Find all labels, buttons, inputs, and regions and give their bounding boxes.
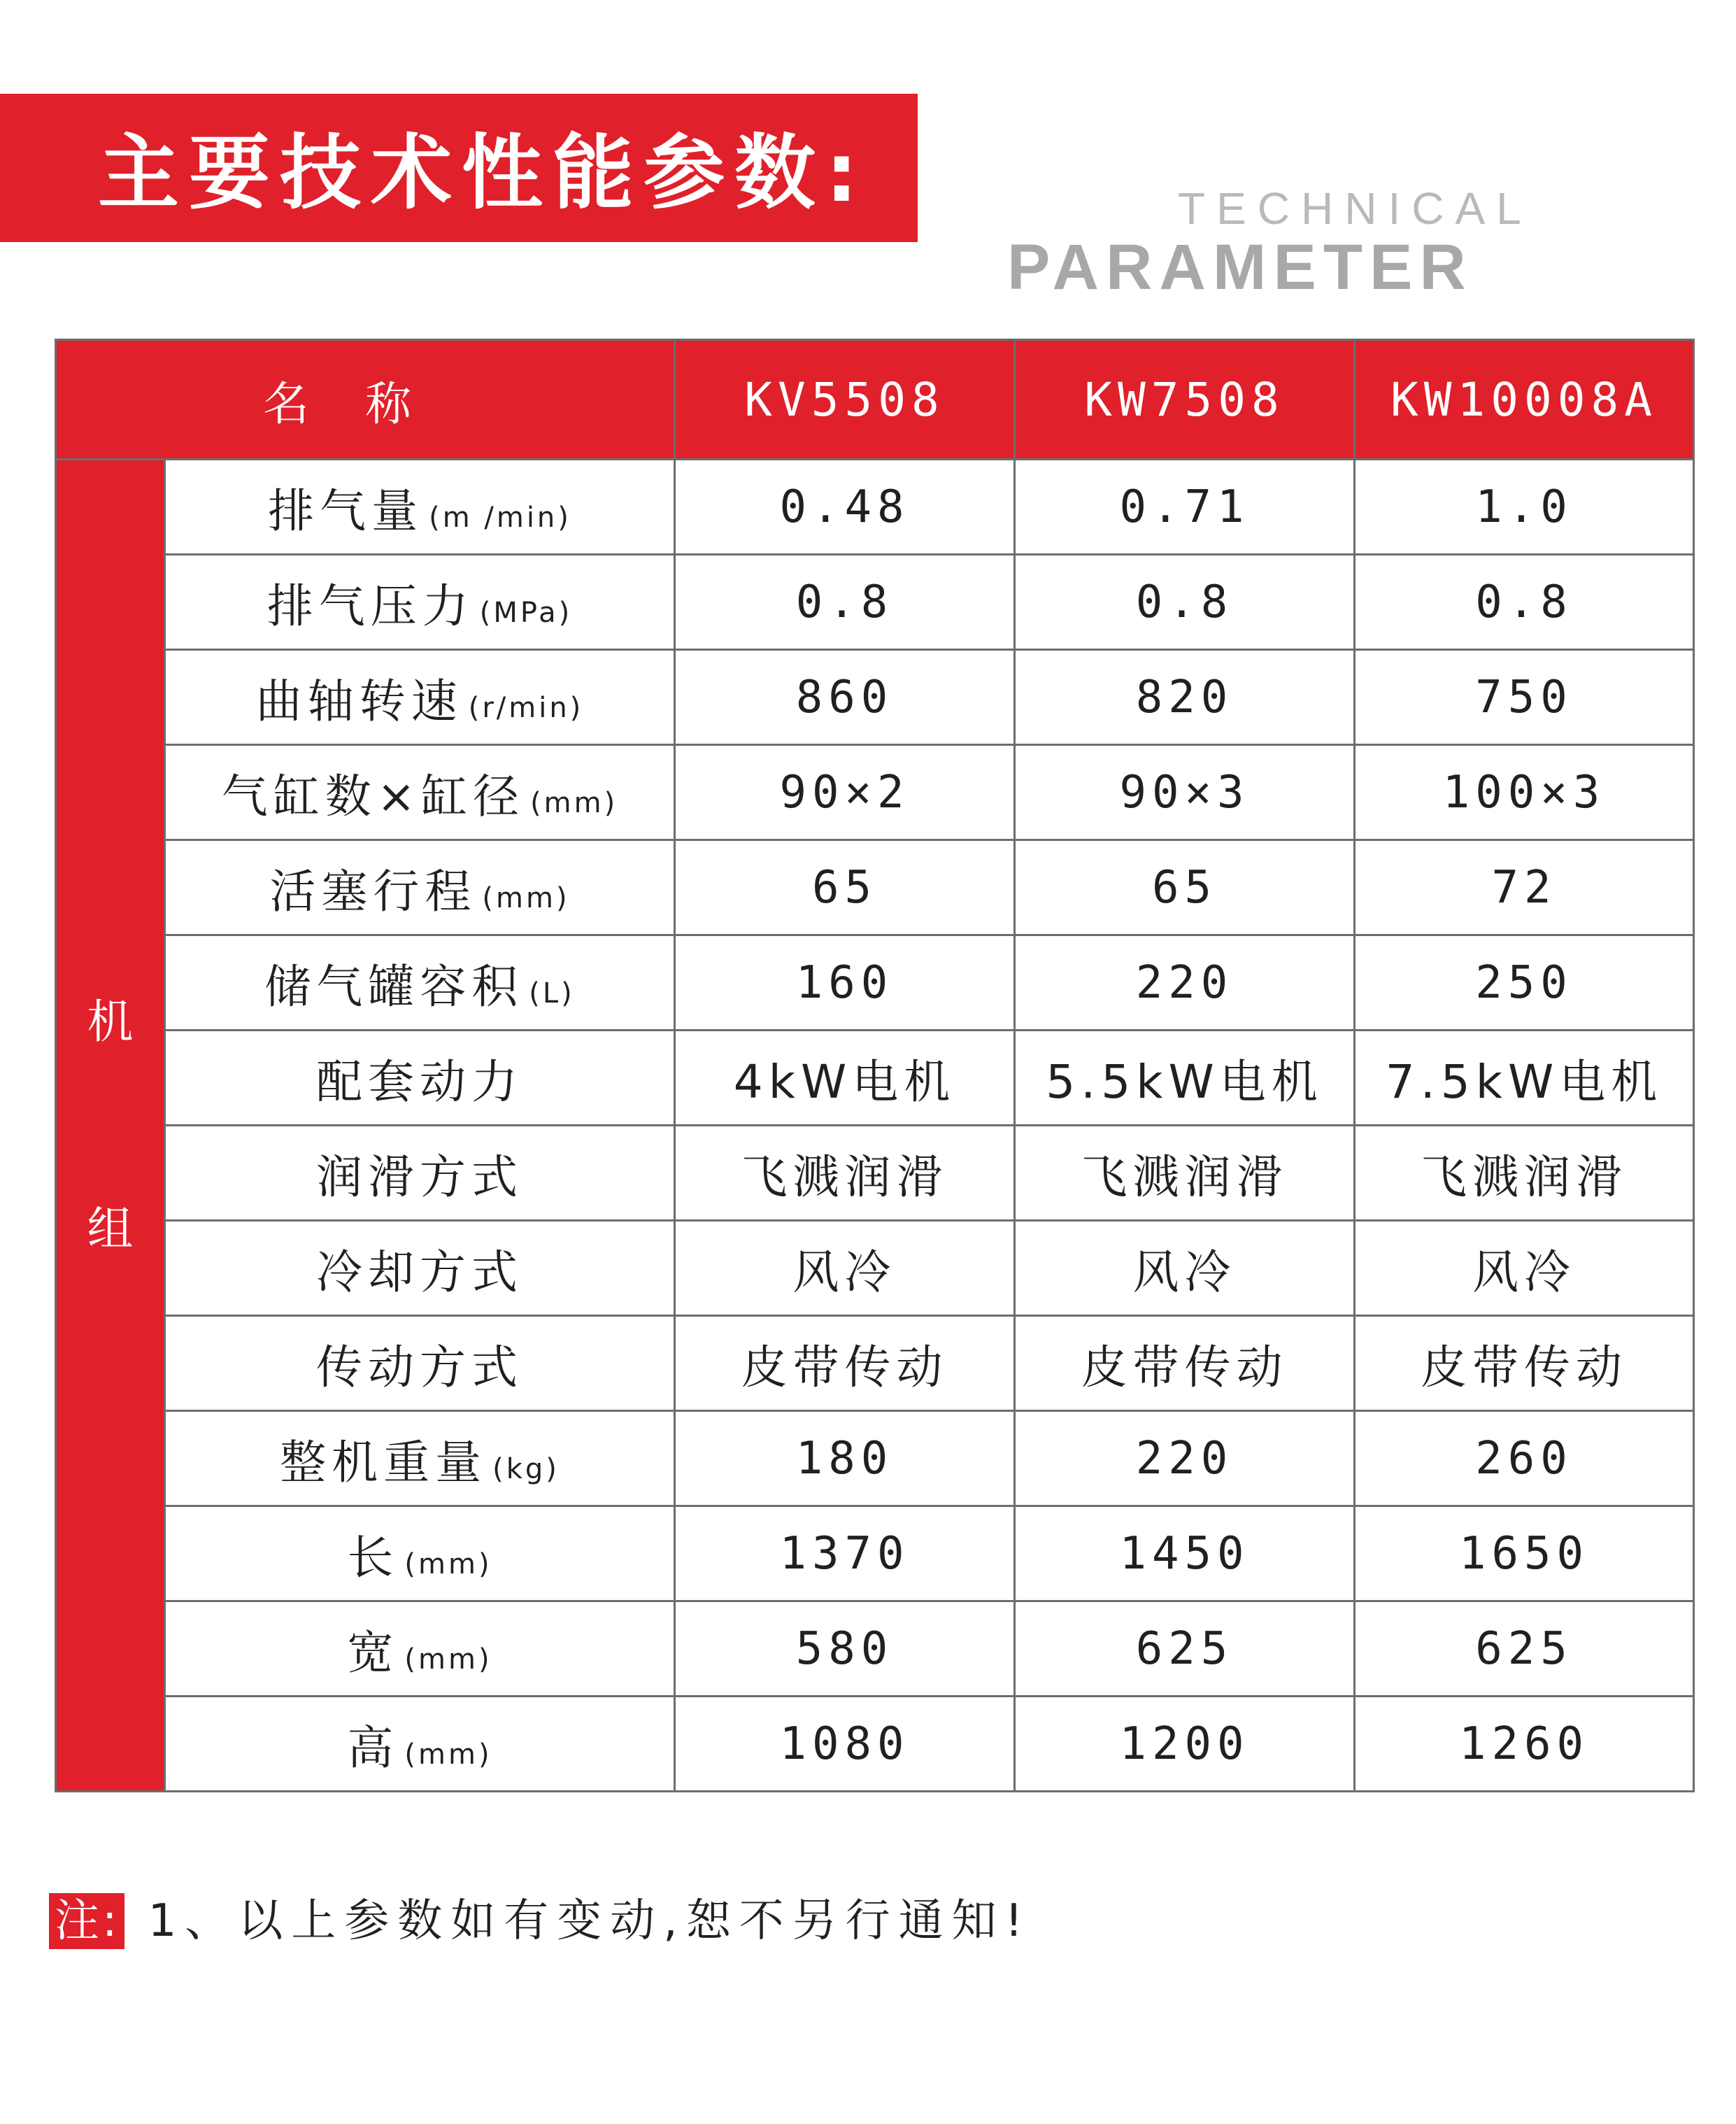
param-name: 活塞行程	[269, 865, 477, 919]
value-cell: 0.8	[1015, 555, 1355, 650]
param-unit: (MPa)	[479, 597, 573, 629]
table-row	[56, 1221, 1694, 1316]
param-label	[165, 1031, 675, 1126]
param-label	[165, 840, 675, 935]
value-cell: 皮带传动	[675, 1316, 1015, 1411]
note-label: 注:	[49, 1893, 124, 1949]
value-cell: 90×2	[675, 745, 1015, 840]
value-cell: 0.8	[1355, 555, 1694, 650]
value-cell: 0.8	[675, 555, 1015, 650]
table-row	[56, 1316, 1694, 1411]
table-header-row	[56, 340, 1694, 460]
value-cell: 飞溅润滑	[1015, 1126, 1355, 1221]
spec-table	[55, 339, 1695, 1792]
header-name: 名称	[56, 340, 675, 460]
value-cell: 1200	[1015, 1697, 1355, 1792]
param-label	[165, 1126, 675, 1221]
param-name: 长	[347, 1531, 399, 1585]
value-cell: 1.0	[1355, 460, 1694, 555]
table-row	[56, 1411, 1694, 1506]
table-row	[56, 1031, 1694, 1126]
param-unit: (mm)	[482, 882, 570, 914]
param-name: 气缸数×缸径	[221, 770, 525, 823]
value-cell: 160	[675, 935, 1015, 1031]
param-label	[165, 1411, 675, 1506]
header-model-3: KW10008A	[1355, 340, 1694, 460]
value-cell: 90×3	[1015, 745, 1355, 840]
value-cell: 风冷	[675, 1221, 1015, 1316]
page-title: 主要技术性能参数:	[98, 126, 868, 220]
table-row	[56, 935, 1694, 1031]
param-label	[165, 1506, 675, 1601]
param-name: 润滑方式	[316, 1150, 523, 1204]
table-row	[56, 460, 1694, 555]
value-cell: 820	[1015, 650, 1355, 745]
value-cell: 1650	[1355, 1506, 1694, 1601]
param-unit: (mm)	[404, 1643, 492, 1676]
table-row	[56, 1601, 1694, 1697]
param-name: 整机重量	[280, 1436, 488, 1489]
param-unit: (L)	[529, 977, 575, 1010]
value-cell: 220	[1015, 1411, 1355, 1506]
param-unit: (r/min)	[468, 692, 584, 724]
param-name: 宽	[347, 1626, 399, 1680]
table-row	[56, 745, 1694, 840]
param-label	[165, 1601, 675, 1697]
param-label	[165, 1316, 675, 1411]
value-cell: 65	[675, 840, 1015, 935]
value-cell: 1450	[1015, 1506, 1355, 1601]
group-label-char-2: 组	[87, 1201, 134, 1256]
value-cell: 0.48	[675, 460, 1015, 555]
value-cell: 皮带传动	[1355, 1316, 1694, 1411]
value-cell: 风冷	[1015, 1221, 1355, 1316]
value-cell: 580	[675, 1601, 1015, 1697]
note-text: 1、以上参数如有变动,恕不另行通知!	[148, 1895, 1032, 1947]
group-label-char-1: 机	[87, 994, 134, 1049]
param-name: 冷却方式	[316, 1245, 523, 1299]
value-cell: 250	[1355, 935, 1694, 1031]
value-cell: 750	[1355, 650, 1694, 745]
table-body	[56, 460, 1694, 1792]
param-label	[165, 1221, 675, 1316]
value-cell: 72	[1355, 840, 1694, 935]
param-name: 配套动力	[316, 1055, 523, 1109]
group-label-cell	[56, 460, 165, 1792]
header-model-2: KW7508	[1015, 340, 1355, 460]
param-label	[165, 935, 675, 1031]
param-name: 排气压力	[266, 579, 474, 633]
value-cell: 220	[1015, 935, 1355, 1031]
param-unit: (mm)	[404, 1548, 492, 1580]
header-model-1: KV5508	[675, 340, 1015, 460]
value-cell: 260	[1355, 1411, 1694, 1506]
value-cell: 1370	[675, 1506, 1015, 1601]
param-unit: (kg)	[492, 1453, 560, 1485]
table-row	[56, 650, 1694, 745]
value-cell: 飞溅润滑	[1355, 1126, 1694, 1221]
param-label	[165, 650, 675, 745]
param-name: 高	[347, 1721, 399, 1775]
value-cell: 180	[675, 1411, 1015, 1506]
value-cell: 7.5kW电机	[1355, 1031, 1694, 1126]
table-row	[56, 1697, 1694, 1792]
value-cell: 皮带传动	[1015, 1316, 1355, 1411]
english-title-line2: PARAMETER	[1007, 232, 1473, 303]
value-cell: 4kW电机	[675, 1031, 1015, 1126]
value-cell: 风冷	[1355, 1221, 1694, 1316]
table-row	[56, 1126, 1694, 1221]
value-cell: 625	[1355, 1601, 1694, 1697]
value-cell: 65	[1015, 840, 1355, 935]
value-cell: 5.5kW电机	[1015, 1031, 1355, 1126]
param-unit: (mm)	[530, 787, 618, 819]
param-unit: (mm)	[404, 1739, 492, 1771]
param-name: 曲轴转速	[255, 674, 463, 728]
value-cell: 100×3	[1355, 745, 1694, 840]
value-cell: 1260	[1355, 1697, 1694, 1792]
param-label	[165, 1697, 675, 1792]
value-cell: 飞溅润滑	[675, 1126, 1015, 1221]
table-row	[56, 840, 1694, 935]
table-row	[56, 555, 1694, 650]
footnote	[49, 1893, 1031, 1949]
param-name: 排气量	[268, 484, 424, 538]
value-cell: 1080	[675, 1697, 1015, 1792]
param-label	[165, 745, 675, 840]
param-unit: (m /min)	[429, 502, 571, 534]
param-name: 传动方式	[316, 1340, 523, 1394]
value-cell: 860	[675, 650, 1015, 745]
english-title-line1: TECHNICAL	[1178, 183, 1532, 234]
value-cell: 625	[1015, 1601, 1355, 1697]
table-row	[56, 1506, 1694, 1601]
param-name: 储气罐容积	[264, 960, 524, 1014]
param-label	[165, 460, 675, 555]
value-cell: 0.71	[1015, 460, 1355, 555]
param-label	[165, 555, 675, 650]
